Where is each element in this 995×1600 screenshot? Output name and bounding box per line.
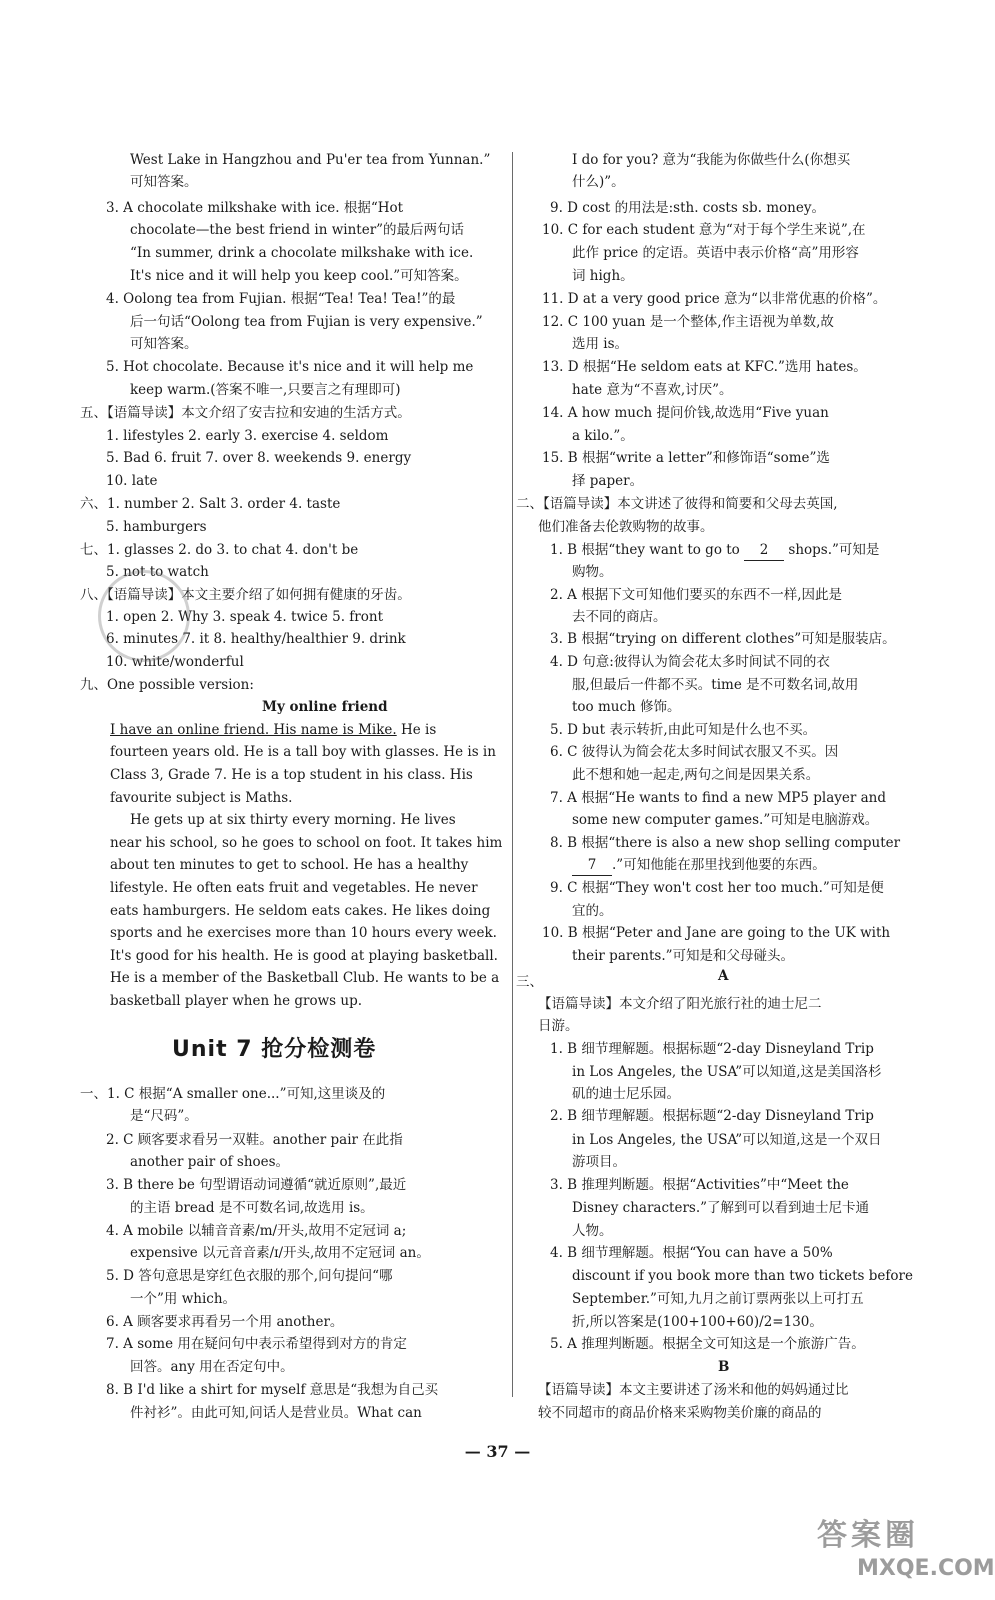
right-line xyxy=(572,426,634,446)
right-line xyxy=(550,1106,874,1126)
right-line xyxy=(516,972,543,992)
right-line xyxy=(542,357,867,377)
line-text: 的主语 bread 是不可数名词,故选用 is。 xyxy=(130,1200,374,1216)
left-line xyxy=(80,540,358,560)
left-line xyxy=(80,675,254,695)
right-line xyxy=(542,923,890,943)
left-line xyxy=(130,1243,430,1263)
line-text: 4. D 句意:彼得认为简会花太多时间试不同的衣 xyxy=(550,654,830,670)
line-text: 折,所以答案是(100+100+60)/2=130。 xyxy=(572,1314,823,1330)
line-text: 6. C 彼得认为简会花太多时间试衣服又不买。因 xyxy=(550,744,839,760)
left-line xyxy=(106,426,388,446)
left-line xyxy=(80,403,411,423)
line-text: 1. lifestyles 2. early 3. exercise 4. seldom xyxy=(106,428,389,444)
right-line xyxy=(550,1243,833,1263)
right-line xyxy=(572,901,613,921)
left-line xyxy=(80,494,340,514)
line-text: 此作 price 的定语。英语中表示价格“高”用形容 xyxy=(572,245,859,261)
line-text: another pair of shoes。 xyxy=(130,1154,290,1170)
left-line xyxy=(130,810,456,830)
right-line: 1. B 根据“they want to go to 2 shops.”可知是 xyxy=(550,540,879,561)
left-line xyxy=(106,1380,438,1400)
stamp-mark xyxy=(98,570,190,662)
line-text: 此不想和她一起走,两句之间是因果关系。 xyxy=(572,767,820,783)
line-text: 日游。 xyxy=(538,1018,579,1034)
line-text: 二、【语篇导读】本文讲述了彼得和简要和父母去英国, xyxy=(516,496,838,512)
line-text: expensive 以元音音素/ɪ/开头,故用不定冠词 an。 xyxy=(130,1245,430,1261)
right-line xyxy=(542,289,886,309)
right-line xyxy=(542,448,830,468)
right-line xyxy=(572,697,681,717)
right-line xyxy=(550,629,896,649)
right-line xyxy=(572,471,643,491)
line-text: 5. D but 表示转折,由此可知是什么也不买。 xyxy=(550,722,817,738)
line-text: 人物。 xyxy=(572,1223,613,1239)
right-line xyxy=(572,1266,913,1286)
line-text: their parents.”可知是和父母碰头。 xyxy=(572,948,795,964)
column-divider xyxy=(512,152,513,1397)
right-line xyxy=(550,720,816,740)
left-line xyxy=(106,289,455,309)
line-text: 6. A 顾客要求再看另一个用 another。 xyxy=(106,1314,344,1330)
right-line xyxy=(572,1130,882,1150)
left-line xyxy=(262,697,388,717)
left-line xyxy=(130,1289,236,1309)
line-text: 9. C 根据“They won't cost her too much.”可知是便 xyxy=(550,880,884,896)
line-text: eats hamburgers. He seldom eats cakes. He likes doing xyxy=(110,903,491,919)
line-text: 一个”用 which。 xyxy=(130,1291,237,1307)
line-text: 一、1. C 根据“A smaller one...”可知,这里谈及的 xyxy=(80,1086,386,1102)
line-text: It's good for his health. He is good at playing basketball. xyxy=(110,948,498,964)
line-text: 选用 is。 xyxy=(572,336,629,352)
line-text: It's nice and it will help you keep cool.”可知答案。 xyxy=(130,268,468,284)
line-text: chocolate—the best friend in winter”的最后两句话 xyxy=(130,222,465,238)
right-line xyxy=(538,994,822,1014)
left-line xyxy=(106,198,403,218)
left-line xyxy=(110,991,362,1011)
right-line xyxy=(542,403,829,423)
right-line xyxy=(572,172,625,192)
left-line xyxy=(110,742,496,762)
line-text: 【语篇导读】本文主要讲述了汤米和他的妈妈通过比 xyxy=(538,1382,849,1398)
line-text: I do for you? 意为“我能为你做些什么(你想买 xyxy=(572,152,851,168)
line-text: 10. B 根据“Peter and Jane are going to the UK with xyxy=(542,925,891,941)
right-line xyxy=(572,1062,882,1082)
right-line xyxy=(550,788,886,808)
line-text: 9. D cost 的用法是:sth. costs sb. money。 xyxy=(550,200,825,216)
left-line xyxy=(110,946,498,966)
left-line xyxy=(130,1198,374,1218)
left-line xyxy=(130,380,401,400)
left-line xyxy=(130,150,490,170)
watermark-logo xyxy=(817,1510,995,1592)
line-text: 是“尺码”。 xyxy=(130,1108,198,1124)
right-line xyxy=(550,1175,849,1195)
unit-title: Unit 7 抢分检测卷 xyxy=(172,1037,377,1062)
line-text: 件衬衫”。由此可知,问话人是营业员。What can xyxy=(130,1405,422,1421)
right-line xyxy=(572,562,613,582)
line-text: hate 意为“不喜欢,讨厌”。 xyxy=(572,382,733,398)
left-line xyxy=(106,1334,407,1354)
right-line xyxy=(550,585,842,605)
left-line xyxy=(110,923,497,943)
line-text: in Los Angeles, the USA”可以知道,这是一个双日 xyxy=(572,1132,882,1148)
right-line xyxy=(572,1084,680,1104)
left-line xyxy=(110,765,473,785)
right-line xyxy=(718,1357,729,1377)
left-line xyxy=(110,855,468,875)
right-line xyxy=(572,334,628,354)
left-line xyxy=(106,1221,406,1241)
line-text: 3. B 根据“trying on different clothes”可知是服装店。 xyxy=(550,631,896,647)
line-text: 较不同超市的商品价格来采购物美价廉的商品的 xyxy=(538,1405,822,1421)
line-text: My online friend xyxy=(262,699,388,715)
line-text: 什么)”。 xyxy=(572,174,625,190)
left-line xyxy=(106,448,411,468)
line-text: A xyxy=(718,968,729,984)
right-line xyxy=(542,220,866,240)
line-text: 5. not to watch xyxy=(106,564,209,580)
line-text: 回答。any 用在否定句中。 xyxy=(130,1359,294,1375)
right-line xyxy=(550,878,884,898)
right-line xyxy=(538,517,714,537)
right-line xyxy=(550,198,825,218)
right-line xyxy=(718,966,728,986)
line-text: 2. B 细节理解题。根据标题“2-day Disneyland Trip xyxy=(550,1108,874,1124)
left-line xyxy=(130,266,468,286)
line-text: about ten minutes to get to school. He has a healthy xyxy=(110,857,469,873)
left-line xyxy=(130,312,483,332)
line-text: 词 high。 xyxy=(572,268,634,284)
line-text: 服,但最后一件都不买。time 是不可数名词,故用 xyxy=(572,677,859,693)
left-line xyxy=(130,1357,294,1377)
line-text: 5. A 推理判断题。根据全文可知这是一个旅游广告。 xyxy=(550,1336,865,1352)
right-line xyxy=(572,607,667,627)
right-line xyxy=(572,266,634,286)
line-text: near his school, so he goes to school on foot. It takes him xyxy=(110,835,503,851)
line-text: 购物。 xyxy=(572,564,613,580)
left-line xyxy=(106,517,207,537)
line-text: sports and he exercises more than 10 hours every week. xyxy=(110,925,497,941)
watermark-url: MXQE.COM xyxy=(857,1556,995,1581)
line-text: West Lake in Hangzhou and Pu'er tea from Yunnan.” xyxy=(130,152,491,168)
left-line xyxy=(130,1403,422,1423)
right-line: 7 .”可知他能在那里找到他要的东西。 xyxy=(572,855,826,876)
line-text: 可知答案。 xyxy=(130,336,198,352)
left-line xyxy=(106,1175,406,1195)
left-line xyxy=(106,1130,403,1150)
left-line xyxy=(110,878,478,898)
line-text: too much 修饰。 xyxy=(572,699,681,715)
left-line xyxy=(130,1152,289,1172)
line-text: 三、 xyxy=(516,974,543,990)
left-line xyxy=(110,833,502,853)
right-line xyxy=(516,494,838,514)
line-text: Disney characters.”了解到可以看到迪士尼卡通 xyxy=(572,1200,870,1216)
right-line xyxy=(550,1334,865,1354)
line-text: 宜的。 xyxy=(572,903,613,919)
line-text: 7. A 根据“He wants to find a new MP5 player and xyxy=(550,790,886,806)
left-line xyxy=(130,334,198,354)
line-text: 2. C 顾客要求看另一双鞋。another pair 在此指 xyxy=(106,1132,403,1148)
line-text: 去不同的商店。 xyxy=(572,609,667,625)
line-text: some new computer games.”可知是电脑游戏。 xyxy=(572,812,879,828)
right-line xyxy=(542,312,834,332)
line-text: 4. Oolong tea from Fujian. 根据“Tea! Tea! Tea!”的最 xyxy=(106,291,456,307)
right-line xyxy=(572,765,819,785)
right-line xyxy=(550,652,830,672)
right-line xyxy=(550,742,838,762)
right-line xyxy=(572,1312,823,1332)
right-line xyxy=(572,1198,869,1218)
right-line xyxy=(572,1221,613,1241)
line-text: 10. late xyxy=(106,473,158,489)
line-text: 后一句话“Oolong tea from Fujian is very expensive.” xyxy=(130,314,483,330)
line-text: 五、【语篇导读】本文介绍了安吉拉和安迪的生活方式。 xyxy=(80,405,411,421)
line-text: favourite subject is Maths. xyxy=(110,790,293,806)
left-line xyxy=(106,357,473,377)
underlined-sentence: I have an online friend. His name is Mike. xyxy=(110,722,397,738)
line-text: 六、1. number 2. Salt 3. order 4. taste xyxy=(80,496,341,512)
line-text: Class 3, Grade 7. He is a top student in his class. His xyxy=(110,767,473,783)
line-text: 15. B 根据“write a letter”和修饰语“some”选 xyxy=(542,450,830,466)
right-line xyxy=(538,1403,822,1423)
right-line xyxy=(538,1016,579,1036)
line-text: B xyxy=(718,1359,730,1375)
line-text: He is a member of the Basketball Club. He wants to be a xyxy=(110,970,500,986)
line-text: 13. D 根据“He seldom eats at KFC.”选用 hates。 xyxy=(542,359,867,375)
left-line xyxy=(130,220,464,240)
left-line xyxy=(106,1312,343,1332)
left-line: I have an online friend. His name is Mike. He is xyxy=(110,722,437,738)
right-line xyxy=(572,1289,864,1309)
line-text: 1. open 2. Why 3. speak 4. twice 5. front xyxy=(106,609,384,625)
line-text: lifestyle. He often eats fruit and vegetables. He never xyxy=(110,880,478,896)
line-text: 8. B 根据“there is also a new shop selling computer xyxy=(550,835,901,851)
right-line xyxy=(572,810,878,830)
line-text: September.”可知,九月之前订票两张以上可打五 xyxy=(572,1291,864,1307)
right-line xyxy=(572,150,850,170)
right-line xyxy=(550,833,900,853)
right-line xyxy=(550,1039,874,1059)
right-line xyxy=(572,675,858,695)
fill-blank: 2 xyxy=(744,540,784,561)
line-text: He gets up at six thirty every morning. He lives xyxy=(130,812,456,828)
line-text: keep warm.(答案不唯一,只要言之有理即可) xyxy=(130,382,401,398)
line-text: 12. C 100 yuan 是一个整体,作主语视为单数,故 xyxy=(542,314,834,330)
line-text: 5. D 答句意思是穿红色衣服的那个,问句提问“哪 xyxy=(106,1268,393,1284)
left-line xyxy=(80,1084,385,1104)
left-line xyxy=(110,901,490,921)
left-line xyxy=(130,243,473,263)
line-text: 游项目。 xyxy=(572,1154,626,1170)
line-text: 3. A chocolate milkshake with ice. 根据“Hot xyxy=(106,200,404,216)
line-text: 3. B there be 句型谓语动词遵循“就近原则”,最近 xyxy=(106,1177,407,1193)
right-line xyxy=(572,946,794,966)
line-text: 七、1. glasses 2. do 3. to chat 4. don't be xyxy=(80,542,359,558)
line-text: discount if you book more than two tickets before xyxy=(572,1268,913,1284)
line-text: 择 paper。 xyxy=(572,473,644,489)
line-text: 6. minutes 7. it 8. healthy/healthier 9. drink xyxy=(106,631,406,647)
line-text: 7. A some 用在疑问句中表示希望得到对方的肯定 xyxy=(106,1336,407,1352)
line-text: basketball player when he grows up. xyxy=(110,993,363,1009)
right-line xyxy=(538,1380,849,1400)
line-text: 4. B 细节理解题。根据“You can have a 50% xyxy=(550,1245,833,1261)
line-text: 8. B I'd like a shirt for myself 意思是“我想为自己买 xyxy=(106,1382,439,1398)
left-line xyxy=(130,172,198,192)
line-text: 5. hamburgers xyxy=(106,519,207,535)
right-line xyxy=(572,1152,626,1172)
line-text: 九、One possible version: xyxy=(80,677,254,693)
line-text: 3. B 推理判断题。根据“Activities”中“Meet the xyxy=(550,1177,849,1193)
line-text: 【语篇导读】本文介绍了阳光旅行社的迪士尼二 xyxy=(538,996,822,1012)
page-number: — 37 — xyxy=(464,1442,531,1461)
line-text: 10. C for each student 意为“对于每个学生来说”,在 xyxy=(542,222,866,238)
line-text: a kilo.”。 xyxy=(572,428,634,444)
left-line xyxy=(106,1266,392,1286)
watermark-text: 答案圈 xyxy=(817,1518,919,1553)
line-text: 矶的迪士尼乐园。 xyxy=(572,1086,680,1102)
line-text: 2. A 根据下文可知他们要买的东西不一样,因此是 xyxy=(550,587,843,603)
line-text: 5. Bad 6. fruit 7. over 8. weekends 9. energy xyxy=(106,450,412,466)
line-text: 他们准备去伦敦购物的故事。 xyxy=(538,519,714,535)
line-text: 八、【语篇导读】本文主要介绍了如何拥有健康的牙齿。 xyxy=(80,587,411,603)
line-text: 4. A mobile 以辅音音素/m/开头,故用不定冠词 a; xyxy=(106,1223,407,1239)
left-line xyxy=(110,968,499,988)
left-line xyxy=(106,471,158,491)
line-text: “In summer, drink a chocolate milkshake with ice. xyxy=(130,245,474,261)
line-text: fourteen years old. He is a tall boy with glasses. He is in xyxy=(110,744,496,760)
right-line xyxy=(572,380,733,400)
right-line xyxy=(572,243,859,263)
line-text: 可知答案。 xyxy=(130,174,198,190)
line-text: in Los Angeles, the USA”可以知道,这是美国洛杉 xyxy=(572,1064,882,1080)
left-line xyxy=(130,1106,198,1126)
line-text: 14. A how much 提问价钱,故选用“Five yuan xyxy=(542,405,829,421)
line-text: 11. D at a very good price 意为“以非常优惠的价格”。 xyxy=(542,291,887,307)
line-text: 10. white/wonderful xyxy=(106,654,244,670)
fill-blank: 7 xyxy=(572,855,612,876)
line-text: 1. B 细节理解题。根据标题“2-day Disneyland Trip xyxy=(550,1041,874,1057)
line-text: 5. Hot chocolate. Because it's nice and it will help me xyxy=(106,359,474,375)
left-line xyxy=(110,788,292,808)
line-text: 1. B 根据“they want to go to xyxy=(550,542,740,558)
